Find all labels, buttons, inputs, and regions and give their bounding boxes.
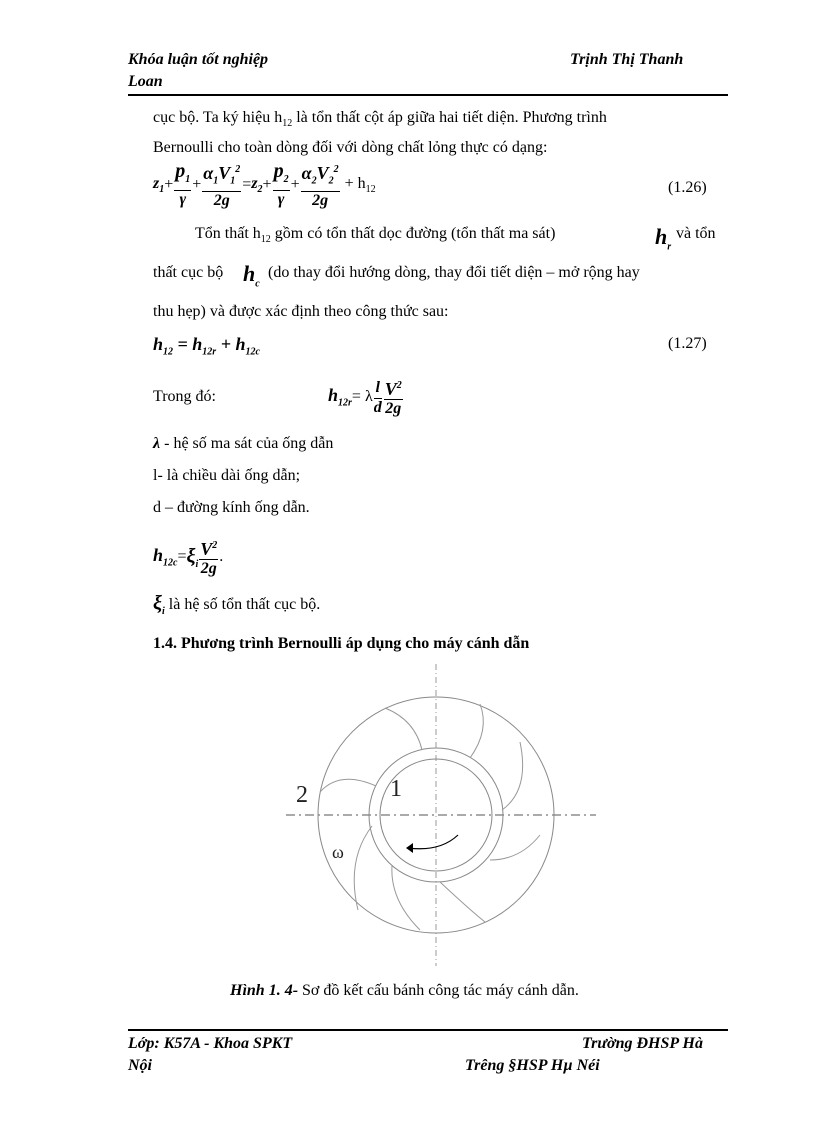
equation-h12c: $h_{12c}$ = $\xi_i$ $\frac{V^2}{2g}$ .	[153, 532, 223, 582]
para1-line1	[153, 108, 728, 134]
para1-line1-sub: 12	[282, 118, 293, 130]
blade	[354, 826, 372, 910]
blade	[392, 866, 420, 930]
header-rule	[128, 94, 728, 96]
figure-caption	[230, 981, 579, 1001]
label-omega: ω	[332, 842, 344, 862]
blade	[320, 779, 376, 792]
para1-line1-a: cục bộ. Ta ký hiệu h	[153, 109, 283, 126]
blade	[385, 708, 422, 750]
header-right: Trịnh Thị Thanh	[570, 51, 684, 68]
eq126-frac-p2-gamma: $\frac{p_2}{\gamma}$	[273, 160, 289, 208]
para2-line1-c: và tổn	[676, 225, 716, 242]
footer-right-line2: Trêng §HSP Hµ Néi	[465, 1057, 600, 1074]
footer-left-line1: Lớp: K57A - Khoa SPKT	[128, 1035, 293, 1052]
footer-right-line1: Trường ĐHSP Hà	[582, 1035, 703, 1052]
label-inner: 1	[390, 776, 402, 802]
h-c-symbol: $h_c$	[243, 261, 260, 290]
blade	[502, 742, 523, 810]
para2-line2-a: thất cục bộ	[153, 264, 224, 281]
eq127-number: (1.27)	[668, 335, 707, 352]
caption-label: Hình 1. 4-	[230, 982, 299, 999]
header-left-line1: Khóa luận tốt nghiệp	[128, 51, 269, 68]
trong-do-label: Trong đó:	[153, 388, 216, 405]
def-l: l- là chiều dài ống dẫn;	[153, 467, 301, 484]
xi-definition: $\xi_i$ là hệ số tổn thất cục bộ.	[153, 592, 321, 617]
para2-line2-b: (do thay đổi hướng dòng, thay đổi tiết diện – mở rộng hay	[268, 264, 640, 281]
impeller-diagram	[280, 660, 600, 970]
blade	[470, 704, 483, 758]
h-r-symbol: $h_r$	[655, 224, 672, 253]
eq126-h12: + $h_{12}$	[344, 174, 376, 196]
label-outer: 2	[296, 782, 308, 808]
blades	[320, 704, 540, 930]
footer-left-line2: Nội	[128, 1057, 152, 1074]
eq126-frac-alpha1-v1: $\frac{\alpha_1V_1^2}{2g}$	[202, 160, 241, 211]
blade	[440, 882, 485, 922]
para2-line3: thu hẹp) và được xác định theo công thức sau:	[153, 303, 449, 320]
para1-line2: Bernoulli cho toàn dòng đối với dòng chất lỏng thực có dạng:	[153, 139, 548, 156]
header-left-line2: Loan	[128, 73, 163, 90]
equation-1-26: $z_1$ + $\frac{p_1}{\gamma}$ + $\frac{\alpha_1V_1^2}{2g}$ = $z_2$ + $\frac{p_2}{\gamma}$ + $\frac{\alpha_2V_2^2}{2g}$ + $h_{12}$	[153, 160, 376, 210]
footer-rule	[128, 1029, 728, 1031]
blade	[490, 835, 540, 860]
eq126-z2: $z_2$	[251, 174, 263, 196]
section-title: 1.4. Phương trình Bernoulli áp dụng cho máy cánh dẫn	[153, 635, 530, 652]
caption-text: Sơ đồ kết cấu bánh công tác máy cánh dẫn.	[298, 982, 579, 999]
eq126-frac-alpha2-v2: $\frac{\alpha_2V_2^2}{2g}$	[301, 160, 340, 211]
equation-1-27: $h_{12} = h_{12r} + h_{12c}$	[153, 334, 260, 358]
rotation-arrowhead	[406, 843, 413, 853]
eq126-frac-p1-gamma: $\frac{p_1}{\gamma}$	[175, 160, 191, 208]
para1-line1-b: là tổn thất cột áp giữa hai tiết diện. Phương trình	[292, 109, 607, 126]
rotation-arrow	[408, 835, 458, 849]
equation-h12r: $h_{12r}$ = λ $\frac{l}{d}$ $\frac{V^2}{2g}$	[328, 372, 404, 422]
eq126-z1: $z_1$	[153, 174, 165, 196]
def-lambda: λ - hệ số ma sát của ống dẫn	[153, 435, 334, 452]
eq126-number: (1.26)	[668, 179, 707, 196]
para2-line1: Tổn thất $h_{12}$ gồm có tổn thất dọc đường (tổn thất ma sát)	[195, 225, 556, 246]
def-d: d – đường kính ống dẫn.	[153, 499, 310, 516]
